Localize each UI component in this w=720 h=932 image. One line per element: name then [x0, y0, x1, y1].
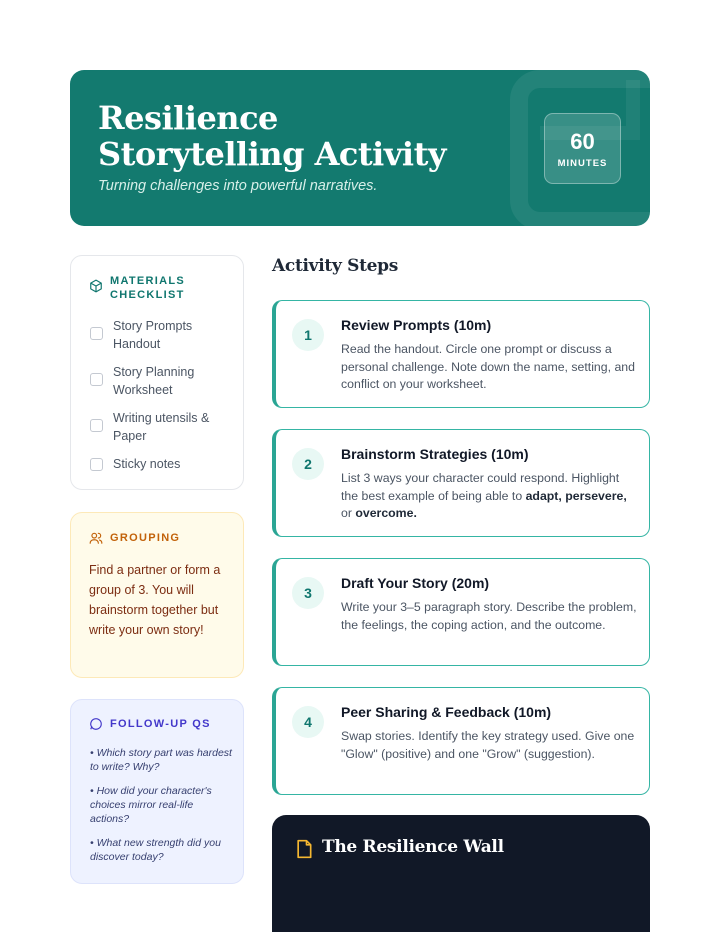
step-description-separator: or	[341, 506, 356, 520]
step-title: Peer Sharing & Feedback (10m)	[341, 704, 552, 720]
step-description: Write your 3–5 paragraph story. Describe the problem, the feelings, the coping action, and the outcome.	[341, 600, 637, 632]
checklist-item-label: Sticky notes	[113, 457, 181, 471]
step-title: Brainstorm Strategies (10m)	[341, 446, 529, 462]
duration-badge	[544, 113, 621, 184]
step-card	[272, 687, 650, 795]
resilience-wall-section	[272, 815, 650, 932]
materials-heading	[89, 274, 220, 302]
materials-list	[90, 318, 235, 485]
step-card	[272, 558, 650, 666]
followup-question: • Which story part was hardest to write? Why?	[90, 747, 232, 773]
checklist-item[interactable]	[90, 456, 235, 474]
box-icon	[89, 279, 103, 293]
resilience-wall-title: The Resilience Wall	[322, 837, 504, 857]
checkbox[interactable]	[90, 419, 103, 432]
checklist-item-label: Writing utensils & Paper	[113, 411, 210, 443]
materials-card	[70, 255, 244, 490]
step-number: 4	[292, 706, 324, 738]
step-number: 2	[292, 448, 324, 480]
followup-question: • What new strength did you discover today?	[90, 837, 221, 863]
document-icon	[294, 839, 314, 859]
checkbox[interactable]	[90, 373, 103, 386]
duration-unit: MINUTES	[557, 158, 608, 169]
checklist-item[interactable]	[90, 318, 235, 353]
step-number: 3	[292, 577, 324, 609]
page-subtitle: Turning challenges into powerful narratives.	[98, 178, 378, 194]
checklist-item-label: Story Prompts Handout	[113, 319, 193, 351]
checkbox[interactable]	[90, 327, 103, 340]
grouping-heading	[89, 531, 180, 545]
followup-list	[90, 746, 235, 874]
step-card	[272, 429, 650, 537]
followup-question: • How did your character's choices mirror real-life actions?	[90, 785, 212, 825]
chat-bubble-icon	[89, 717, 103, 731]
materials-heading-label: MATERIALS CHECKLIST	[110, 275, 186, 301]
header-banner	[70, 70, 650, 226]
page-title: Resilience Storytelling Activity	[98, 99, 446, 173]
followup-heading	[89, 717, 211, 731]
grouping-text: Find a partner or form a group of 3. You will brainstorm together but write your own story!	[89, 563, 221, 637]
step-description	[341, 470, 637, 523]
duration-value: 60	[570, 129, 595, 154]
checkbox[interactable]	[90, 458, 103, 471]
followup-heading-label: FOLLOW-UP QS	[110, 718, 211, 730]
users-icon	[89, 531, 103, 545]
steps-heading: Activity Steps	[272, 256, 399, 276]
grouping-heading-label: GROUPING	[110, 532, 181, 544]
followup-card	[70, 699, 244, 884]
keyword-adapt: adapt,	[525, 488, 562, 503]
keyword-persevere: persevere,	[565, 488, 627, 503]
step-title: Review Prompts (10m)	[341, 317, 492, 333]
step-number: 1	[292, 319, 324, 351]
step-description: Read the handout. Circle one prompt or discuss a personal challenge. Note down the name, setting, and conflict on your worksheet.	[341, 342, 635, 391]
step-description-text: List 3 ways your character could respond. Highlight the best example of being able to	[341, 471, 620, 503]
grouping-card	[70, 512, 244, 678]
step-title: Draft Your Story (20m)	[341, 575, 490, 591]
checklist-item-label: Story Planning Worksheet	[113, 365, 195, 397]
checklist-item[interactable]	[90, 410, 235, 445]
keyword-overcome: overcome.	[355, 506, 417, 520]
step-card	[272, 300, 650, 408]
step-description: Swap stories. Identify the key strategy used. Give one "Glow" (positive) and one "Grow" (suggestion).	[341, 729, 635, 761]
checklist-item[interactable]	[90, 364, 235, 399]
